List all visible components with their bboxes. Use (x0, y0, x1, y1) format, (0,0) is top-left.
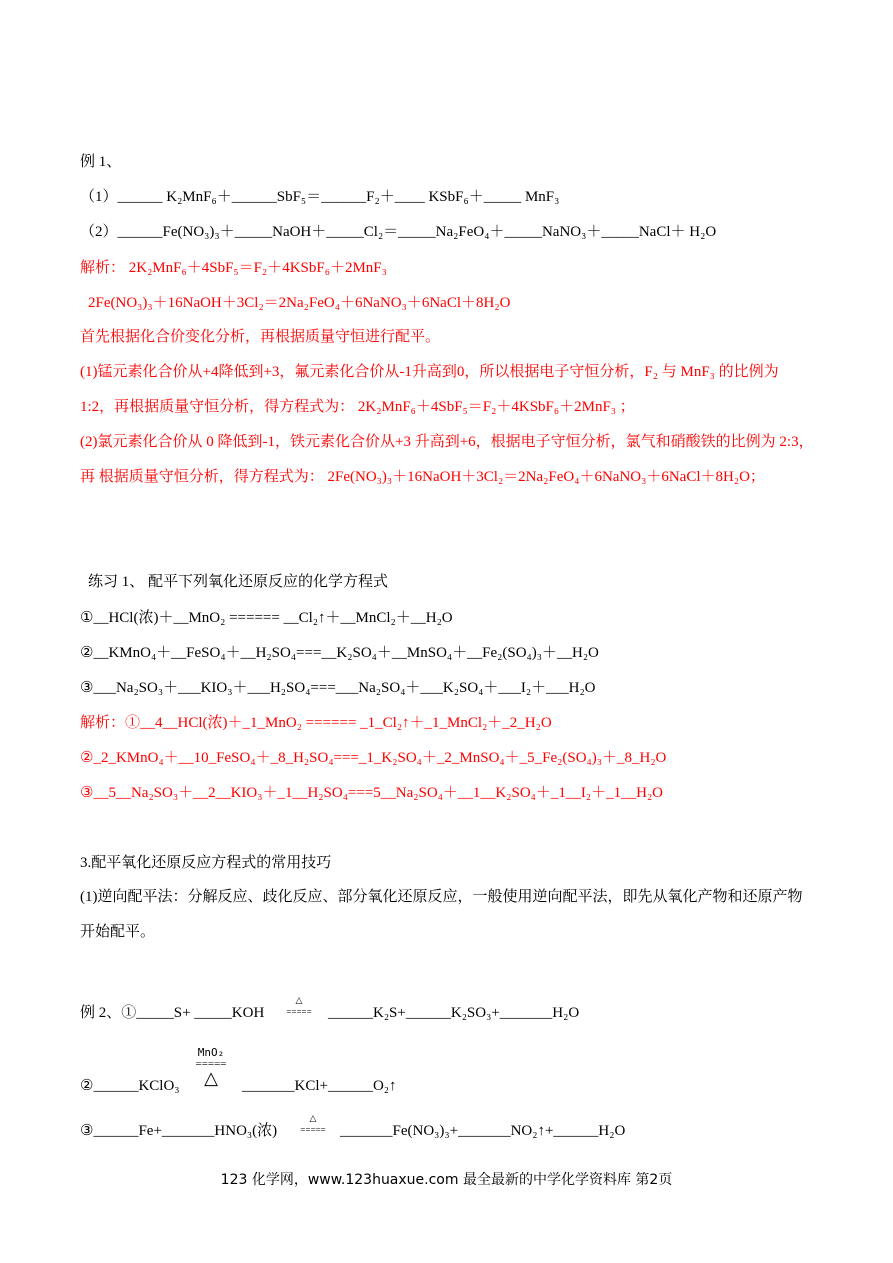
catalyst-label: MnO₂ (197, 1046, 225, 1059)
example2-question-1-right: ______K₂S+______K₂SO₃+_______H₂O (328, 1005, 580, 1021)
example1-equation-2: （2）______Fe(NO₃)₃＋_____NaOH＋_____Cl₂＝_____Na₂FeO₄＋_____NaNO₃＋_____NaCl＋ H₂O (80, 224, 717, 240)
heat-symbol-3: △ (309, 1113, 317, 1123)
practice1-answer-3: ③__5__Na₂SO₃＋__2__KIO₃＋_1__H₂SO₄===5__Na₂SO₄＋__1__K₂SO₄＋_1__I₂＋_1__H₂O (80, 785, 664, 801)
practice1-question-2: ②__KMnO₄＋__FeSO₄＋__H₂SO₄===__K₂SO₄＋__MnSO₄＋__Fe₂(SO₄)₃＋__H₂O (80, 645, 599, 661)
example2-question-2-left: ②______KClO₃ (80, 1078, 180, 1094)
example1-heading: 例 1、 (80, 154, 122, 170)
analysis1-para1: (1)锰元素化合价从+4降低到+3，氟元素化合价从-1升高到0，所以根据电子守恒分析，F₂ 与 MnF₃ 的比例为 1:2，再根据质量守恒分析，得方程式为： 2K₂MnF₆＋4SbF₅＝F₂＋4KSbF₆＋2MnF₃ ； (80, 364, 779, 415)
section3-heading: 3.配平氧化还原反应方程式的常用技巧 (80, 855, 332, 871)
equals-sign-1: ===== (286, 1007, 312, 1017)
practice1-question-1: ①__HCl(浓)＋__MnO₂ ====== __Cl₂↑＋__MnCl₂＋__H₂O (80, 610, 453, 626)
equals-sign-2: ===== (195, 1058, 227, 1070)
heat-symbol-2: △ (204, 1068, 218, 1088)
practice1-heading: 练习 1、 配平下列氧化还原反应的化学方程式 (88, 574, 389, 590)
analysis1-line1: 解析： 2K₂MnF₆＋4SbF₅＝F₂＋4KSbF₆＋2MnF₃ (80, 260, 387, 276)
example2-question-2-right: _______KCl+______O₂↑ (242, 1078, 397, 1094)
practice1-question-3: ③___Na₂SO₃＋___KIO₃＋___H₂SO₄===___Na₂SO₄＋___K₂SO₄＋___I₂＋___H₂O (80, 680, 596, 696)
example2-question-1-left: 例 2、①_____S+ _____KOH (80, 1005, 265, 1021)
analysis1-line2: 2Fe(NO₃)₃＋16NaOH＋3Cl₂＝2Na₂FeO₄＋6NaNO₃＋6NaCl＋8H₂O (88, 295, 511, 311)
practice1-answer-1: 解析：①__4__HCl(浓)＋_1_MnO₂ ====== _1_Cl₂↑＋_1_MnCl₂＋_2_H₂O (80, 715, 552, 731)
example2-question-3-right: _______Fe(NO₃)₃+_______NO₂↑+______H₂O (340, 1123, 626, 1139)
page-footer: 123 化学网，www.123huaxue.com 最全最新的中学化学资料库 第2页 (220, 1172, 673, 1188)
section3-paragraph: (1)逆向配平法：分解反应、歧化反应、部分氧化还原反应，一般使用逆向配平法，即先从氧化产物和还原产物开始配平。 (80, 889, 803, 940)
practice1-answer-2: ②_2_KMnO₄＋__10_FeSO₄＋_8_H₂SO₄===_1_K₂SO₄＋_2_MnSO₄＋_5_Fe₂(SO₄)₃＋_8_H₂O (80, 750, 667, 766)
heat-symbol-1: △ (295, 995, 303, 1005)
example1-equation-1: （1）______ K₂MnF₆＋______SbF₅＝______F₂＋____ KSbF₆＋_____ MnF₃ (80, 189, 560, 205)
analysis1-line3: 首先根据化合价变化分析，再根据质量守恒进行配平。 (80, 329, 441, 345)
equals-sign-3: ===== (300, 1125, 326, 1135)
analysis1-para2: (2)氯元素化合价从 0 降低到-1，铁元素化合价从+3 升高到+6，根据电子守恒分析，氯气和硝酸铁的比例为 2:3，再 根据质量守恒分析，得方程式为： 2Fe(NO₃)₃＋16NaOH＋3Cl₂＝2Na₂FeO₄＋6NaNO₃＋6NaCl＋8H₂O； (80, 434, 814, 485)
example2-question-3-left: ③______Fe+_______HNO₃(浓) (80, 1123, 278, 1139)
